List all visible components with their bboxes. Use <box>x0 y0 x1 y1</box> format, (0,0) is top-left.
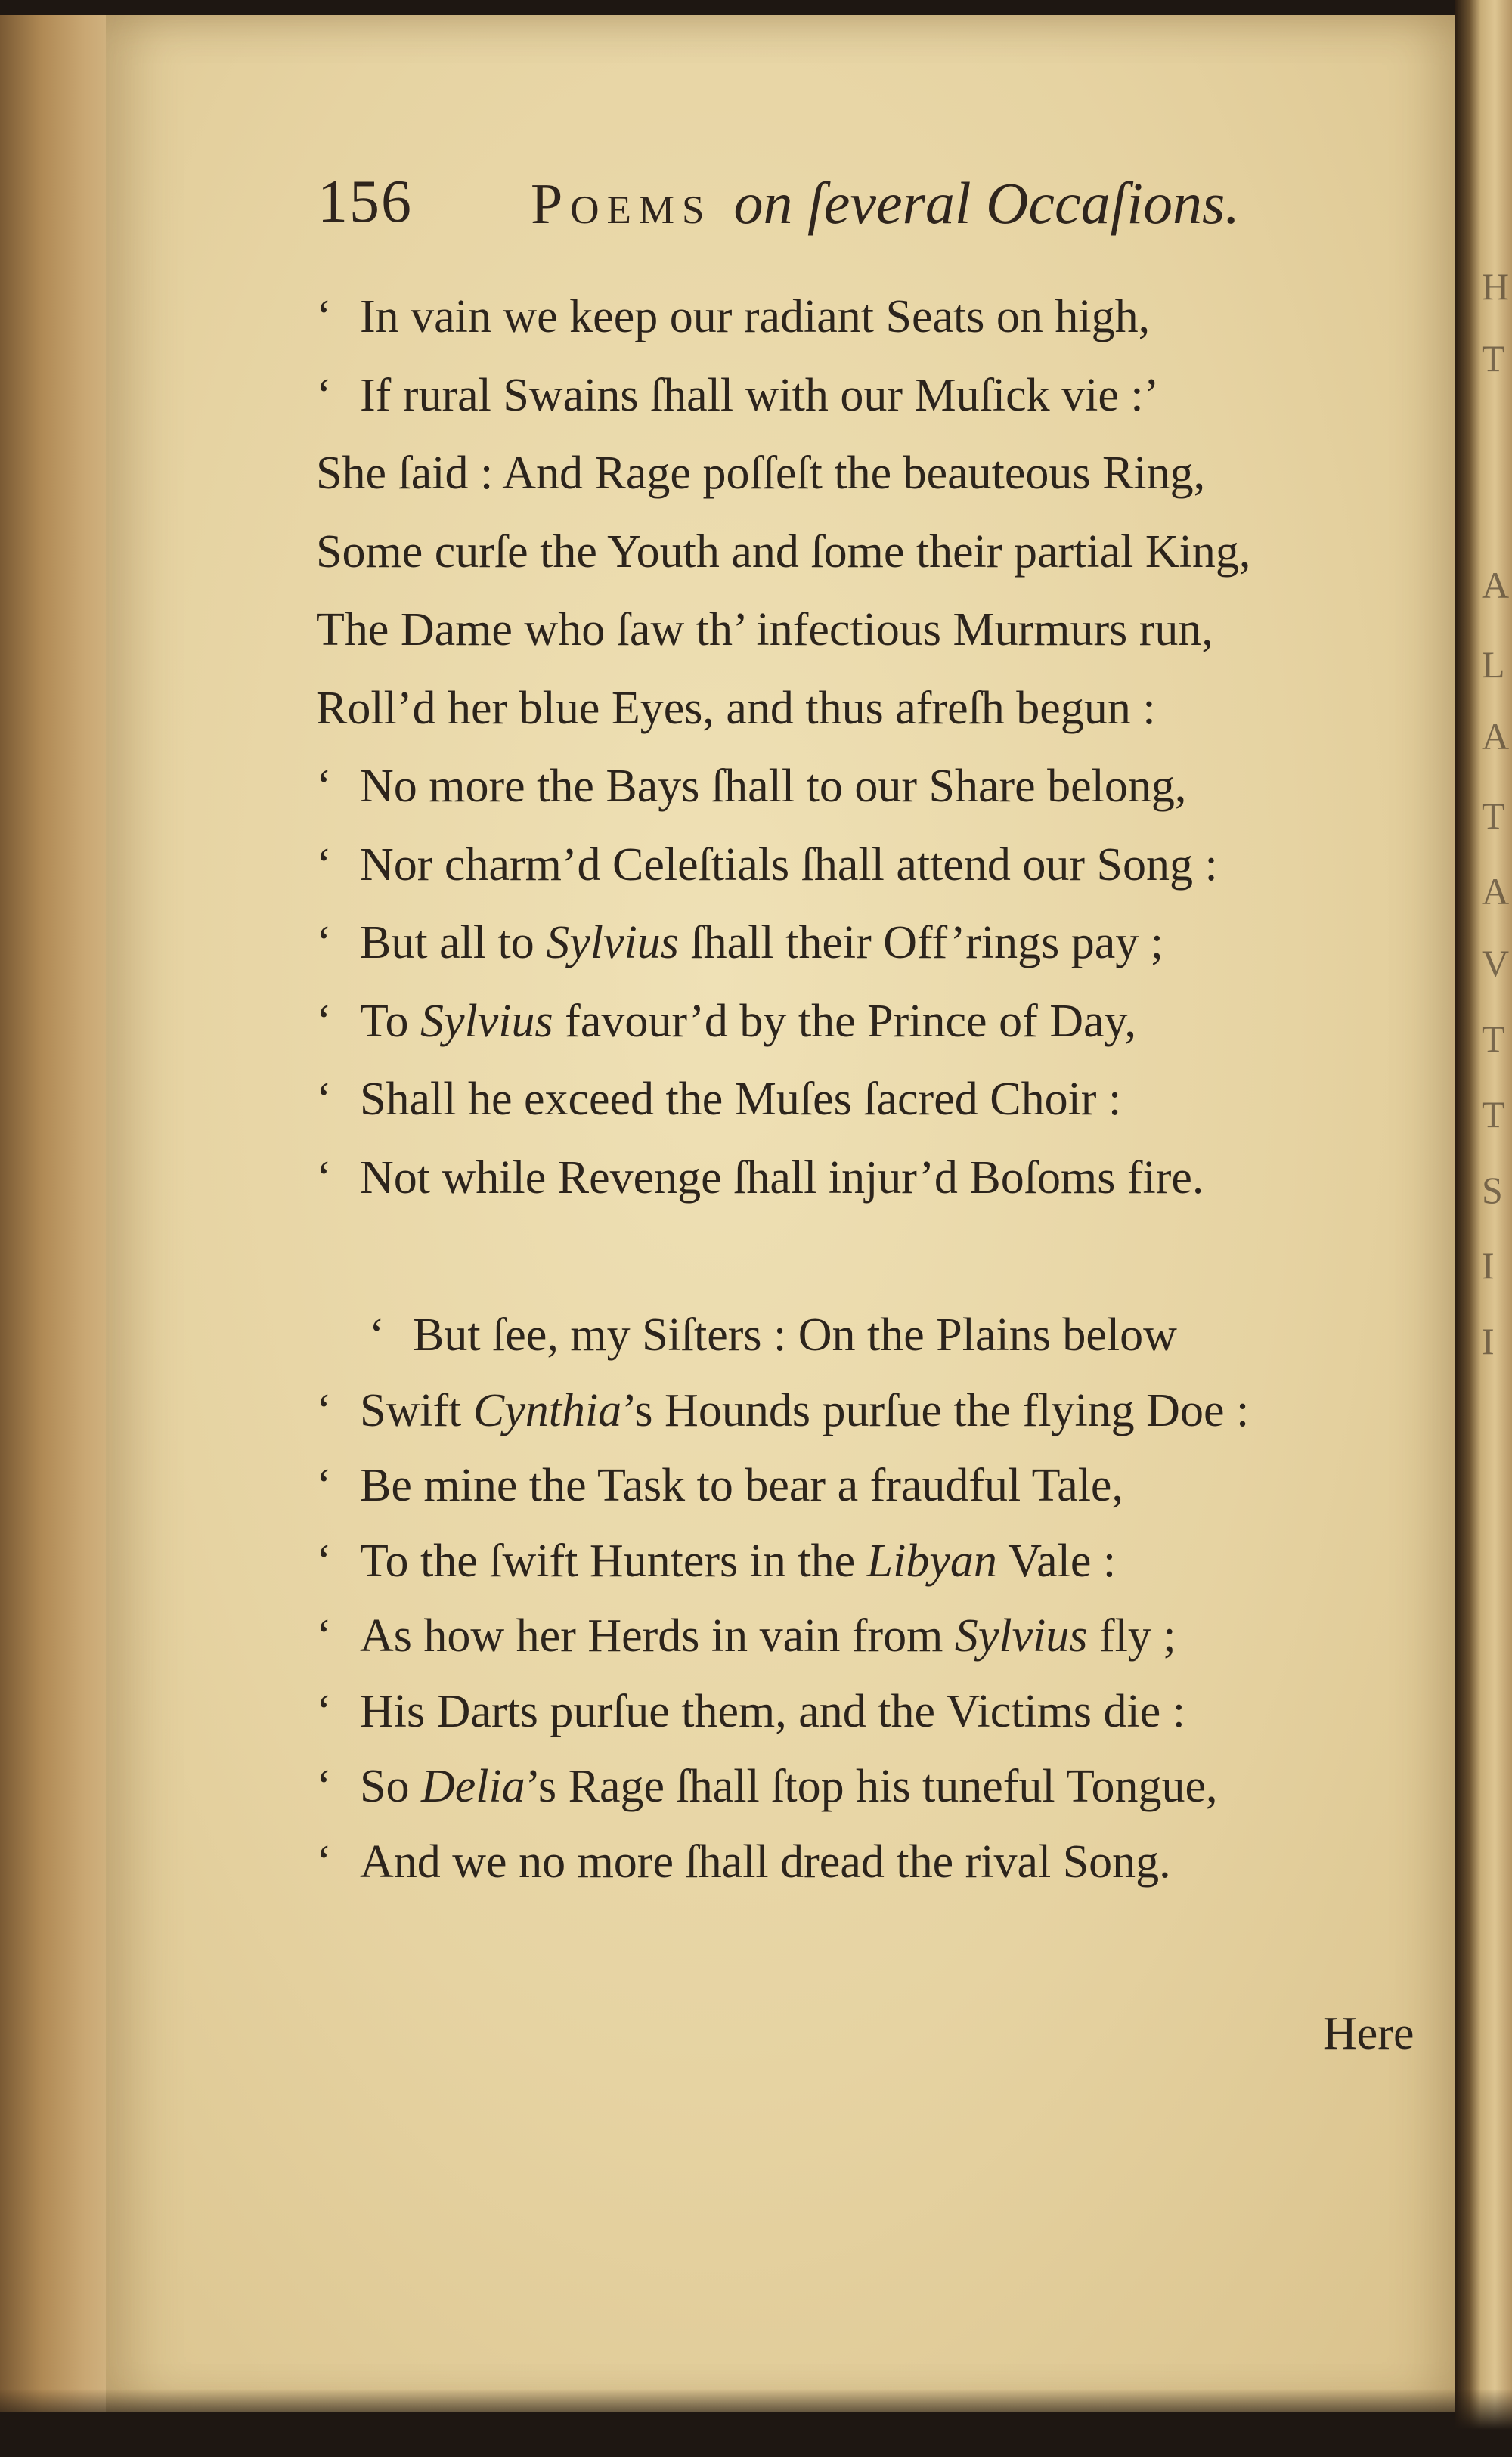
quote-mark: ‘ <box>316 761 332 812</box>
facing-page-letter: T <box>1482 337 1505 380</box>
verse-line <box>316 919 1163 966</box>
text-segment: fly ; <box>1087 1610 1176 1662</box>
verse-line <box>316 1535 1117 1587</box>
facing-page-letter: A <box>1482 715 1510 758</box>
text-segment: So <box>360 1761 421 1812</box>
verse-line <box>316 1076 1121 1123</box>
text-segment: She ſaid : And Rage poſſeſt the beauteous Ring, <box>316 448 1206 499</box>
quote-mark: ‘ <box>316 917 332 968</box>
text-segment: And we no more ſhall dread the rival Song. <box>360 1836 1171 1888</box>
quote-mark: ‘ <box>316 1151 332 1204</box>
facing-page-letter: I <box>1482 1244 1495 1287</box>
quote-mark: ‘ <box>369 1309 385 1361</box>
facing-page-letter: A <box>1482 564 1510 606</box>
verse-line <box>316 450 1205 497</box>
text-segment: Nor charm’d Celeſtials ſhall attend our Song : <box>360 838 1218 891</box>
italic-segment: Delia <box>420 1761 525 1812</box>
verse-line <box>316 1610 1176 1662</box>
verse-line <box>316 1462 1123 1509</box>
quote-mark: ‘ <box>316 1836 332 1888</box>
facing-page-letter: T <box>1482 795 1505 837</box>
verse-line <box>316 293 1150 340</box>
quote-mark: ‘ <box>316 291 332 342</box>
text-segment: No more the Bays ſhall to our Share belong, <box>360 761 1187 812</box>
verse-line <box>316 1151 1204 1204</box>
text-segment: Some curſe the Youth and ſome their partial King, <box>316 525 1251 578</box>
quote-mark: ‘ <box>316 995 332 1047</box>
verse-line <box>316 525 1251 578</box>
italic-segment: Cynthia <box>472 1384 622 1436</box>
text-segment: The Dame who ſaw th’ infectious Murmurs run, <box>316 604 1213 655</box>
quote-mark: ‘ <box>316 1610 332 1662</box>
page-edge-left <box>0 15 121 2412</box>
quote-mark: ‘ <box>316 838 332 891</box>
verse-line <box>316 995 1136 1047</box>
text-segment: ſhall their Off’rings pay ; <box>678 917 1163 968</box>
quote-mark: ‘ <box>316 1460 332 1511</box>
text-segment: As how her Herds in vain from <box>360 1610 955 1662</box>
text-segment: favour’d by the Prince of Day, <box>553 995 1136 1047</box>
bottom-shadow <box>0 2389 1512 2457</box>
facing-page-letter: H <box>1482 265 1510 308</box>
text-segment: To <box>360 995 421 1047</box>
text-segment: Not while Revenge ſhall injur’d Boſoms fire. <box>360 1151 1204 1204</box>
facing-page-letter: I <box>1482 1320 1495 1362</box>
quote-mark: ‘ <box>316 1074 332 1125</box>
verse-line <box>316 606 1213 653</box>
facing-page-letter: A <box>1482 870 1510 912</box>
facing-page-gutter <box>1455 0 1512 2457</box>
verse-line <box>369 1309 1177 1361</box>
facing-page-letter: V <box>1482 942 1510 984</box>
running-title <box>531 169 1240 237</box>
running-header <box>318 168 1315 236</box>
text-segment: Swift <box>360 1384 473 1436</box>
page-number: 156 <box>318 169 413 235</box>
catchword: Here <box>1323 2008 1414 2059</box>
text-segment: To the ſwift Hunters in the <box>360 1535 867 1587</box>
text-segment: Roll’d her blue Eyes, and thus afreſh begun : <box>316 682 1156 734</box>
quote-mark: ‘ <box>316 1685 332 1737</box>
facing-page-letter: S <box>1482 1169 1503 1211</box>
text-segment: His Darts purſue them, and the Victims die : <box>360 1685 1185 1737</box>
text-segment: Shall he exceed the Muſes ſacred Choir : <box>360 1074 1122 1125</box>
italic-segment: Sylvius <box>954 1610 1088 1662</box>
verse-line <box>316 1384 1250 1436</box>
text-segment: If rural Swains ſhall with our Muſick vie :’ <box>360 369 1160 421</box>
verse-line <box>316 838 1218 891</box>
quote-mark: ‘ <box>316 369 332 421</box>
quote-mark: ‘ <box>316 1384 332 1436</box>
italic-segment: Sylvius <box>546 917 679 968</box>
verse-line <box>316 1763 1218 1810</box>
verse-line <box>316 1685 1185 1737</box>
text-segment: But all to <box>360 917 547 968</box>
italic-segment: Libyan <box>866 1535 997 1587</box>
verse-line <box>316 682 1156 734</box>
facing-page-letter: L <box>1482 643 1505 686</box>
running-title-italic: on ſeveral Occaſions. <box>733 170 1240 236</box>
quote-mark: ‘ <box>316 1761 332 1812</box>
facing-page-letter: T <box>1482 1018 1505 1060</box>
text-segment: Be mine the Task to bear a fraudful Tale, <box>360 1460 1123 1511</box>
text-segment: ’s Rage ſhall ſtop his tuneful Tongue, <box>525 1761 1218 1812</box>
text-segment: ’s Hounds purſue the flying Doe : <box>621 1384 1250 1436</box>
verse-line <box>316 1836 1171 1888</box>
text-segment: In vain we keep our radiant Seats on high, <box>360 291 1151 342</box>
text-segment: But ſee, my Siſters : On the Plains below <box>413 1309 1177 1361</box>
quote-mark: ‘ <box>316 1535 332 1587</box>
running-title-caps: Poems <box>531 172 712 236</box>
text-segment: Vale : <box>996 1535 1117 1587</box>
verse-line <box>316 369 1160 421</box>
facing-page-letter: T <box>1482 1093 1505 1136</box>
verse-line <box>316 763 1186 810</box>
italic-segment: Sylvius <box>420 995 553 1047</box>
